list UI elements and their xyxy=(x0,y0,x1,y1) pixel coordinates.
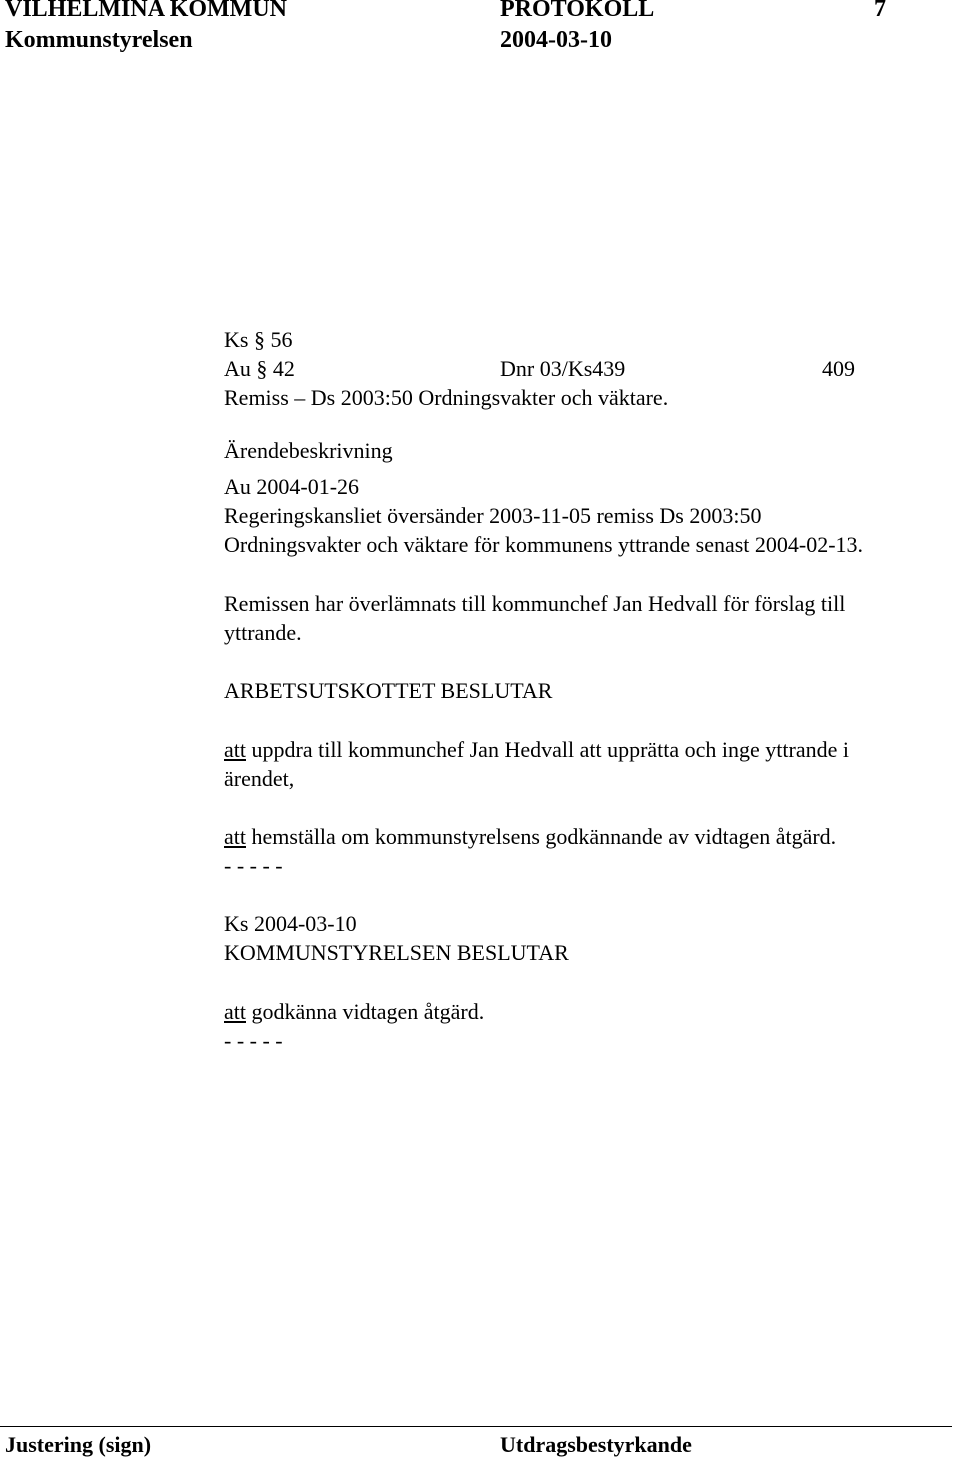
footer-certification-label: Utdragsbestyrkande xyxy=(500,1432,692,1457)
description-para2-line-2: yttrande. xyxy=(224,620,302,645)
au-reference xyxy=(224,354,295,383)
dnr: Dnr 03/Ks439 xyxy=(500,356,626,381)
att-keyword: att xyxy=(224,824,246,849)
au-decision-item-2 xyxy=(224,822,836,851)
document-type: PROTOKOLL xyxy=(500,0,655,22)
au-number: 42 xyxy=(272,356,295,381)
archive-code: 409 xyxy=(822,356,855,381)
page-number: 7 xyxy=(874,0,886,22)
ks-decision-date: Ks 2004-03-10 xyxy=(224,911,357,936)
au-decision-item-2-text: hemställa om kommunstyrelsens godkännande av vidtagen åtgärd. xyxy=(251,824,837,849)
au-section-sign: § xyxy=(256,356,268,381)
description-para2-line-1: Remissen har överlämnats till kommunchef Jan Hedvall för förslag till xyxy=(224,591,846,616)
ks-reference xyxy=(224,325,292,354)
board-name: Kommunstyrelsen xyxy=(5,27,193,53)
description-date: Au 2004-01-26 xyxy=(224,474,360,499)
description-line-1: Regeringskansliet översänder 2003-11-05 remiss Ds 2003:50 xyxy=(224,503,762,528)
ks-label: Ks xyxy=(224,327,249,352)
au-decision-item-1-text: uppdra till kommunchef Jan Hedvall att upprätta och inge yttrande i xyxy=(251,737,849,762)
au-decision-item-1 xyxy=(224,735,849,764)
au-decision-item-1-line-2: ärendet, xyxy=(224,766,295,791)
footer-signature-label: Justering (sign) xyxy=(5,1432,152,1457)
header-date: 2004-03-10 xyxy=(500,27,612,53)
ks-number: 56 xyxy=(270,327,293,352)
au-label: Au xyxy=(224,356,251,381)
ks-separator: - - - - - xyxy=(224,1028,283,1053)
att-keyword: att xyxy=(224,999,246,1024)
ks-decision-item xyxy=(224,997,484,1026)
item-title: Remiss – Ds 2003:50 Ordningsvakter och väktare. xyxy=(224,385,669,410)
ks-decision-heading: KOMMUNSTYRELSEN BESLUTAR xyxy=(224,940,569,965)
att-keyword: att xyxy=(224,737,246,762)
ks-decision-item-text: godkänna vidtagen åtgärd. xyxy=(251,999,485,1024)
description-line-2: Ordningsvakter och väktare för kommunens yttrande senast 2004-02-13. xyxy=(224,532,864,557)
description-heading: Ärendebeskrivning xyxy=(224,438,393,463)
au-decision-heading: ARBETSUTSKOTTET BESLUTAR xyxy=(224,678,553,703)
municipality-name: VILHELMINA KOMMUN xyxy=(5,0,287,22)
ks-section-sign: § xyxy=(253,327,265,352)
footer-rule xyxy=(0,1426,952,1427)
au-separator: - - - - - xyxy=(224,853,283,878)
